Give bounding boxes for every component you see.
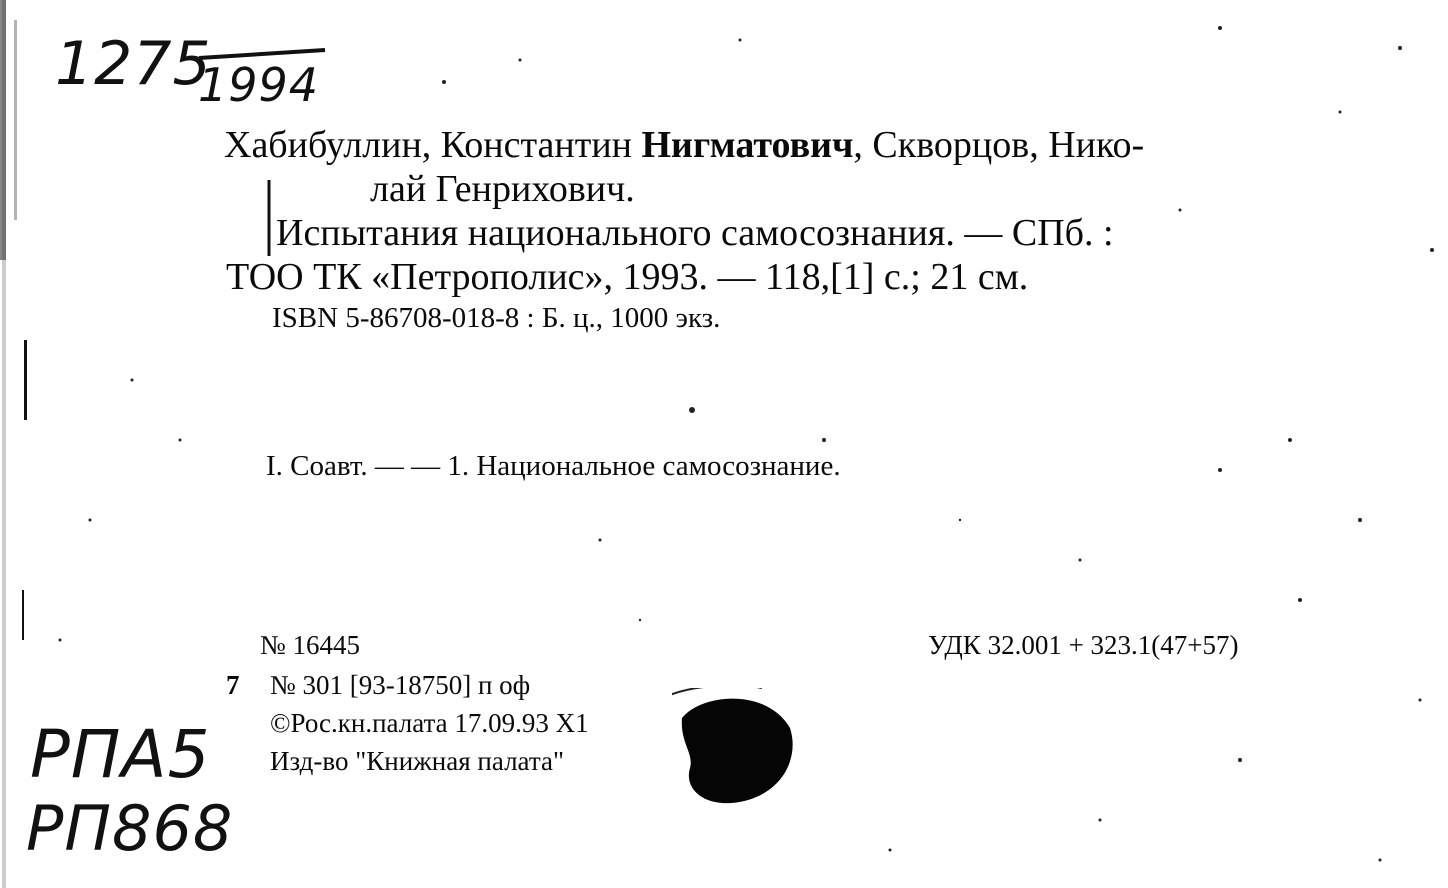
ink-blot [672,688,797,806]
authors-heading-line2: лай Генрихович. [370,168,635,210]
scan-edge-noise [0,0,30,888]
handwritten-year: 1994 [198,58,320,112]
handwritten-margin-note-1: РПА5 [30,716,211,793]
authors-part-b: , Скворцов, Нико- [853,124,1145,166]
order-number: № 301 [93-18750] п оф [270,670,531,700]
tracings-line: I. Соавт. — — 1. Национальное самосознание. [266,450,841,482]
publisher-line: Изд-во "Книжная палата" [270,746,564,776]
card-number: № 16445 [260,630,361,660]
authors-heading-line1 [224,126,1144,164]
copyright-line: ©Рос.кн.палата 17.09.93 Х1 [270,708,589,738]
udk-classification: УДК 32.001 + 323.1(47+57) [928,630,1239,660]
handwritten-margin-note-2: РП868 [26,792,234,865]
title-line2: ТОО ТК «Петрополис», 1993. — 118,[1] с.; 21 см. [226,256,1029,298]
card-prefix-number: 7 [226,670,240,700]
handwritten-accession-number: 1275 [55,29,212,99]
isbn-line: ISBN 5-86708-018-8 : Б. ц., 1000 экз. [272,302,721,334]
authors-part-a: Хабибуллин, Константин [224,124,642,166]
pen-mark [262,178,276,258]
handwritten-fraction-line [195,44,330,64]
authors-bold-part: Нигматович [641,124,854,166]
title-line1: Испытания национального самосознания. — СПб. : [276,212,1114,254]
